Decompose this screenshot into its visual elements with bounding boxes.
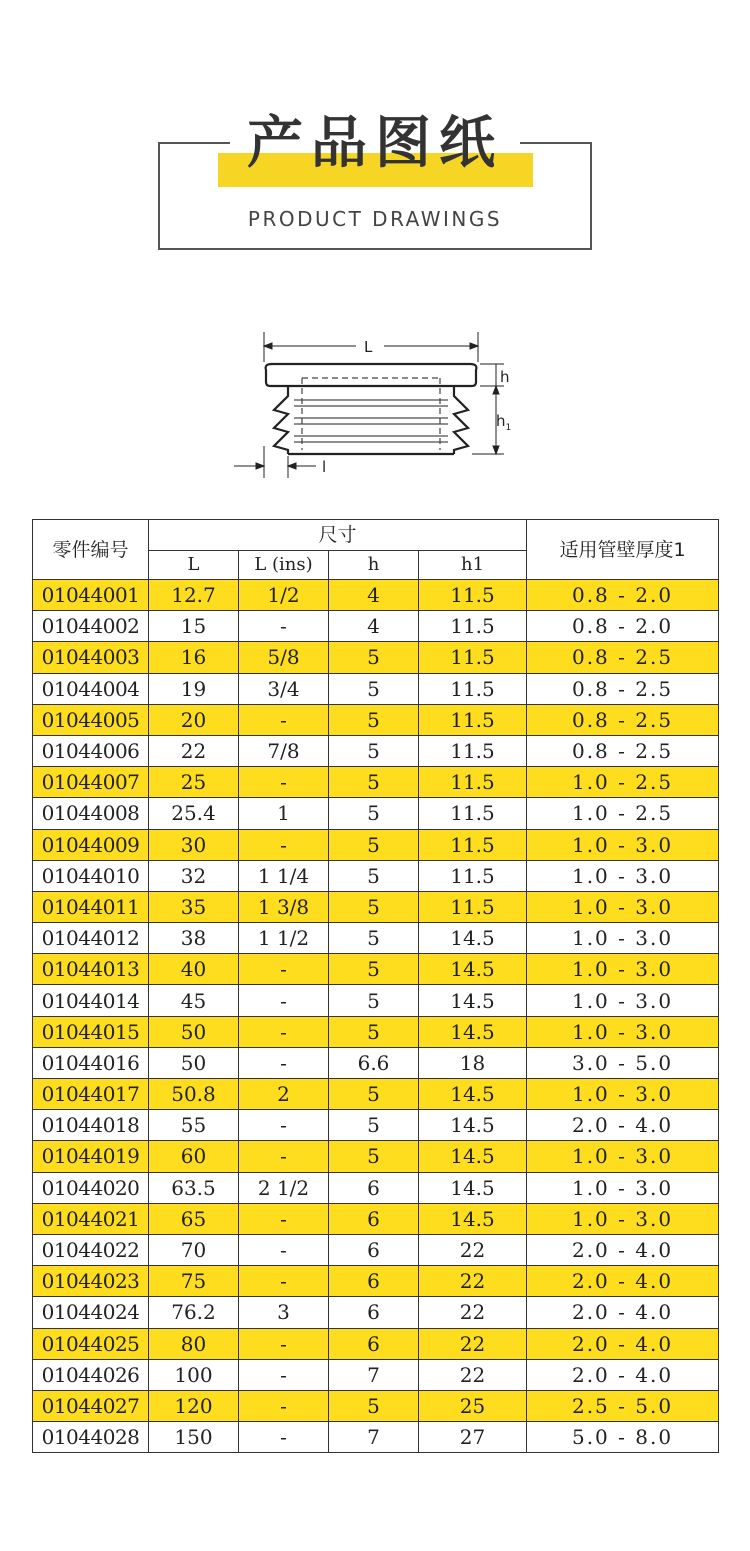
wall-thickness-cell: 1.0 - 3.0 bbox=[527, 860, 719, 891]
wall-thickness-cell: 1.0 - 3.0 bbox=[527, 891, 719, 922]
L-cell: 75 bbox=[149, 1266, 239, 1297]
wall-thickness-cell: 2.5 - 5.0 bbox=[527, 1390, 719, 1421]
wall-thickness-cell: 1.0 - 3.0 bbox=[527, 1203, 719, 1234]
part-number-cell: 01044004 bbox=[33, 673, 149, 704]
L-ins-cell: - bbox=[239, 1016, 329, 1047]
h1-cell: 27 bbox=[419, 1422, 527, 1453]
L-ins-cell: 5/8 bbox=[239, 642, 329, 673]
h1-cell: 25 bbox=[419, 1390, 527, 1421]
h1-cell: 14.5 bbox=[419, 954, 527, 985]
L-cell: 100 bbox=[149, 1359, 239, 1390]
wall-thickness-cell: 0.8 - 2.5 bbox=[527, 673, 719, 704]
h1-cell: 14.5 bbox=[419, 923, 527, 954]
h-cell: 5 bbox=[329, 798, 419, 829]
L-ins-cell: 1 1/2 bbox=[239, 923, 329, 954]
L-ins-cell: 3 bbox=[239, 1297, 329, 1328]
table-row bbox=[33, 1079, 719, 1110]
table-row bbox=[33, 1016, 719, 1047]
L-cell: 150 bbox=[149, 1422, 239, 1453]
h1-cell: 14.5 bbox=[419, 1141, 527, 1172]
h-cell: 5 bbox=[329, 829, 419, 860]
L-ins-cell: - bbox=[239, 1422, 329, 1453]
L-ins-cell: - bbox=[239, 954, 329, 985]
h1-cell: 14.5 bbox=[419, 1016, 527, 1047]
table-row bbox=[33, 1110, 719, 1141]
header-h: h bbox=[329, 551, 419, 580]
part-number-cell: 01044014 bbox=[33, 985, 149, 1016]
part-number-cell: 01044015 bbox=[33, 1016, 149, 1047]
part-number-cell: 01044007 bbox=[33, 767, 149, 798]
L-cell: 60 bbox=[149, 1141, 239, 1172]
L-ins-cell: - bbox=[239, 829, 329, 860]
table-row bbox=[33, 1328, 719, 1359]
h1-cell: 11.5 bbox=[419, 860, 527, 891]
table-row bbox=[33, 767, 719, 798]
table-row bbox=[33, 1234, 719, 1265]
L-cell: 45 bbox=[149, 985, 239, 1016]
h1-cell: 14.5 bbox=[419, 1079, 527, 1110]
L-ins-cell: 1 bbox=[239, 798, 329, 829]
h-cell: 5 bbox=[329, 985, 419, 1016]
table-row bbox=[33, 1203, 719, 1234]
table-row bbox=[33, 1297, 719, 1328]
part-number-cell: 01044019 bbox=[33, 1141, 149, 1172]
table-row bbox=[33, 704, 719, 735]
L-cell: 63.5 bbox=[149, 1172, 239, 1203]
table-row bbox=[33, 1266, 719, 1297]
part-number-cell: 01044005 bbox=[33, 704, 149, 735]
h1-cell: 11.5 bbox=[419, 767, 527, 798]
table-row bbox=[33, 923, 719, 954]
table-row bbox=[33, 829, 719, 860]
wall-thickness-cell: 2.0 - 4.0 bbox=[527, 1328, 719, 1359]
wall-thickness-cell: 1.0 - 2.5 bbox=[527, 767, 719, 798]
L-ins-cell: - bbox=[239, 1390, 329, 1421]
L-ins-cell: 2 bbox=[239, 1079, 329, 1110]
L-cell: 65 bbox=[149, 1203, 239, 1234]
inner-lines bbox=[294, 400, 448, 442]
L-cell: 70 bbox=[149, 1234, 239, 1265]
h1-cell: 22 bbox=[419, 1359, 527, 1390]
table-row bbox=[33, 673, 719, 704]
h1-cell: 14.5 bbox=[419, 1203, 527, 1234]
part-number-cell: 01044003 bbox=[33, 642, 149, 673]
L-cell: 50.8 bbox=[149, 1079, 239, 1110]
h-cell: 6.6 bbox=[329, 1047, 419, 1078]
part-number-cell: 01044002 bbox=[33, 611, 149, 642]
spec-table bbox=[32, 519, 719, 1453]
L-cell: 25 bbox=[149, 767, 239, 798]
L-cell: 76.2 bbox=[149, 1297, 239, 1328]
table-row bbox=[33, 860, 719, 891]
wall-thickness-cell: 2.0 - 4.0 bbox=[527, 1266, 719, 1297]
wall-thickness-cell: 1.0 - 3.0 bbox=[527, 1016, 719, 1047]
h-cell: 6 bbox=[329, 1297, 419, 1328]
header-L: L bbox=[149, 551, 239, 580]
h1-cell: 14.5 bbox=[419, 1110, 527, 1141]
h-cell: 6 bbox=[329, 1266, 419, 1297]
hidden-cavity-lines bbox=[302, 378, 440, 450]
L-ins-cell: - bbox=[239, 1266, 329, 1297]
part-number-cell: 01044017 bbox=[33, 1079, 149, 1110]
table-row bbox=[33, 735, 719, 766]
wall-thickness-cell: 1.0 - 2.5 bbox=[527, 798, 719, 829]
L-ins-cell: 2 1/2 bbox=[239, 1172, 329, 1203]
header-L-ins: L (ins) bbox=[239, 551, 329, 580]
table-row bbox=[33, 1047, 719, 1078]
part-number-cell: 01044018 bbox=[33, 1110, 149, 1141]
L-ins-cell: - bbox=[239, 611, 329, 642]
L-ins-cell: 1 3/8 bbox=[239, 891, 329, 922]
L-ins-cell: - bbox=[239, 985, 329, 1016]
header-dimensions: 尺寸 bbox=[149, 520, 527, 551]
L-cell: 55 bbox=[149, 1110, 239, 1141]
L-cell: 20 bbox=[149, 704, 239, 735]
h1-cell: 11.5 bbox=[419, 580, 527, 611]
h1-cell: 11.5 bbox=[419, 642, 527, 673]
part-number-cell: 01044028 bbox=[33, 1422, 149, 1453]
wall-thickness-cell: 2.0 - 4.0 bbox=[527, 1234, 719, 1265]
h-cell: 7 bbox=[329, 1359, 419, 1390]
L-ins-cell: 3/4 bbox=[239, 673, 329, 704]
h-cell: 5 bbox=[329, 673, 419, 704]
table-row bbox=[33, 642, 719, 673]
wall-thickness-cell: 0.8 - 2.0 bbox=[527, 611, 719, 642]
h-cell: 4 bbox=[329, 611, 419, 642]
h1-cell: 22 bbox=[419, 1328, 527, 1359]
dim-label-l: l bbox=[322, 458, 327, 476]
part-number-cell: 01044012 bbox=[33, 923, 149, 954]
part-number-cell: 01044020 bbox=[33, 1172, 149, 1203]
L-cell: 40 bbox=[149, 954, 239, 985]
part-number-cell: 01044009 bbox=[33, 829, 149, 860]
h1-cell: 18 bbox=[419, 1047, 527, 1078]
header-h1: h1 bbox=[419, 551, 527, 580]
dim-label-h1: $h_1$ bbox=[496, 412, 512, 433]
L-cell: 32 bbox=[149, 860, 239, 891]
part-number-cell: 01044006 bbox=[33, 735, 149, 766]
page-subtitle: PRODUCT DRAWINGS bbox=[247, 207, 503, 231]
wall-thickness-cell: 1.0 - 3.0 bbox=[527, 1172, 719, 1203]
L-cell: 35 bbox=[149, 891, 239, 922]
h1-cell: 11.5 bbox=[419, 735, 527, 766]
h-cell: 6 bbox=[329, 1234, 419, 1265]
h-cell: 5 bbox=[329, 1079, 419, 1110]
part-number-cell: 01044010 bbox=[33, 860, 149, 891]
h-cell: 5 bbox=[329, 704, 419, 735]
h-cell: 5 bbox=[329, 923, 419, 954]
h-cell: 5 bbox=[329, 1016, 419, 1047]
h-cell: 6 bbox=[329, 1203, 419, 1234]
L-ins-cell: 1 1/4 bbox=[239, 860, 329, 891]
L-cell: 19 bbox=[149, 673, 239, 704]
h1-cell: 11.5 bbox=[419, 829, 527, 860]
wall-thickness-cell: 3.0 - 5.0 bbox=[527, 1047, 719, 1078]
L-ins-cell: - bbox=[239, 1234, 329, 1265]
wall-thickness-cell: 2.0 - 4.0 bbox=[527, 1359, 719, 1390]
h1-cell: 11.5 bbox=[419, 673, 527, 704]
h-cell: 5 bbox=[329, 891, 419, 922]
table-row bbox=[33, 798, 719, 829]
table-row bbox=[33, 1141, 719, 1172]
h1-cell: 11.5 bbox=[419, 611, 527, 642]
wall-thickness-cell: 1.0 - 3.0 bbox=[527, 1141, 719, 1172]
table-row bbox=[33, 1390, 719, 1421]
L-ins-cell: 1/2 bbox=[239, 580, 329, 611]
part-number-cell: 01044026 bbox=[33, 1359, 149, 1390]
table-row bbox=[33, 1359, 719, 1390]
table-row bbox=[33, 891, 719, 922]
L-cell: 12.7 bbox=[149, 580, 239, 611]
wall-thickness-cell: 1.0 - 3.0 bbox=[527, 829, 719, 860]
wall-thickness-cell: 1.0 - 3.0 bbox=[527, 923, 719, 954]
L-ins-cell: - bbox=[239, 1047, 329, 1078]
h-cell: 5 bbox=[329, 954, 419, 985]
wall-thickness-cell: 5.0 - 8.0 bbox=[527, 1422, 719, 1453]
L-ins-cell: - bbox=[239, 704, 329, 735]
dim-label-L: L bbox=[364, 338, 373, 356]
table-row bbox=[33, 580, 719, 611]
h-cell: 5 bbox=[329, 1390, 419, 1421]
h1-cell: 11.5 bbox=[419, 891, 527, 922]
L-cell: 50 bbox=[149, 1047, 239, 1078]
part-number-cell: 01044022 bbox=[33, 1234, 149, 1265]
wall-thickness-cell: 2.0 - 4.0 bbox=[527, 1297, 719, 1328]
spec-table-body bbox=[33, 580, 719, 1453]
product-drawing bbox=[228, 322, 528, 494]
dim-label-h: h bbox=[500, 368, 510, 386]
wall-thickness-cell: 1.0 - 3.0 bbox=[527, 954, 719, 985]
L-ins-cell: - bbox=[239, 1203, 329, 1234]
L-ins-cell: - bbox=[239, 767, 329, 798]
h-cell: 5 bbox=[329, 860, 419, 891]
h1-cell: 22 bbox=[419, 1297, 527, 1328]
h1-cell: 11.5 bbox=[419, 704, 527, 735]
part-number-cell: 01044023 bbox=[33, 1266, 149, 1297]
L-cell: 16 bbox=[149, 642, 239, 673]
left-fins-outline bbox=[274, 386, 288, 454]
table-row bbox=[33, 611, 719, 642]
h-cell: 5 bbox=[329, 1110, 419, 1141]
table-row bbox=[33, 1422, 719, 1453]
wall-thickness-cell: 0.8 - 2.5 bbox=[527, 704, 719, 735]
L-cell: 80 bbox=[149, 1328, 239, 1359]
table-row bbox=[33, 954, 719, 985]
part-number-cell: 01044025 bbox=[33, 1328, 149, 1359]
L-cell: 25.4 bbox=[149, 798, 239, 829]
h-cell: 5 bbox=[329, 642, 419, 673]
wall-thickness-cell: 0.8 - 2.0 bbox=[527, 580, 719, 611]
part-number-cell: 01044011 bbox=[33, 891, 149, 922]
h1-cell: 22 bbox=[419, 1234, 527, 1265]
right-fins-outline bbox=[454, 386, 468, 454]
L-ins-cell: - bbox=[239, 1328, 329, 1359]
wall-thickness-cell: 1.0 - 3.0 bbox=[527, 985, 719, 1016]
part-number-cell: 01044008 bbox=[33, 798, 149, 829]
part-number-cell: 01044027 bbox=[33, 1390, 149, 1421]
h-cell: 5 bbox=[329, 1141, 419, 1172]
part-number-cell: 01044016 bbox=[33, 1047, 149, 1078]
page-title: 产品图纸 bbox=[247, 111, 503, 176]
L-cell: 50 bbox=[149, 1016, 239, 1047]
L-ins-cell: 7/8 bbox=[239, 735, 329, 766]
L-cell: 38 bbox=[149, 923, 239, 954]
wall-thickness-cell: 0.8 - 2.5 bbox=[527, 642, 719, 673]
h-cell: 6 bbox=[329, 1328, 419, 1359]
L-ins-cell: - bbox=[239, 1141, 329, 1172]
part-number-cell: 01044021 bbox=[33, 1203, 149, 1234]
cap-head-outline bbox=[266, 364, 477, 386]
h-cell: 4 bbox=[329, 580, 419, 611]
h1-cell: 14.5 bbox=[419, 985, 527, 1016]
table-row bbox=[33, 985, 719, 1016]
h-cell: 5 bbox=[329, 767, 419, 798]
header-part-number: 零件编号 bbox=[33, 520, 149, 580]
L-cell: 22 bbox=[149, 735, 239, 766]
end-cap-drawing bbox=[228, 322, 528, 494]
L-ins-cell: - bbox=[239, 1110, 329, 1141]
table-row bbox=[33, 1172, 719, 1203]
L-cell: 15 bbox=[149, 611, 239, 642]
h1-cell: 11.5 bbox=[419, 798, 527, 829]
part-number-cell: 01044013 bbox=[33, 954, 149, 985]
h1-cell: 22 bbox=[419, 1266, 527, 1297]
h-cell: 5 bbox=[329, 735, 419, 766]
wall-thickness-cell: 2.0 - 4.0 bbox=[527, 1110, 719, 1141]
L-cell: 120 bbox=[149, 1390, 239, 1421]
h1-cell: 14.5 bbox=[419, 1172, 527, 1203]
h-cell: 6 bbox=[329, 1172, 419, 1203]
part-number-cell: 01044024 bbox=[33, 1297, 149, 1328]
L-ins-cell: - bbox=[239, 1359, 329, 1390]
part-number-cell: 01044001 bbox=[33, 580, 149, 611]
header-wall-thickness: 适用管壁厚度1 bbox=[527, 520, 719, 580]
wall-thickness-cell: 1.0 - 3.0 bbox=[527, 1079, 719, 1110]
L-cell: 30 bbox=[149, 829, 239, 860]
h-cell: 7 bbox=[329, 1422, 419, 1453]
wall-thickness-cell: 0.8 - 2.5 bbox=[527, 735, 719, 766]
